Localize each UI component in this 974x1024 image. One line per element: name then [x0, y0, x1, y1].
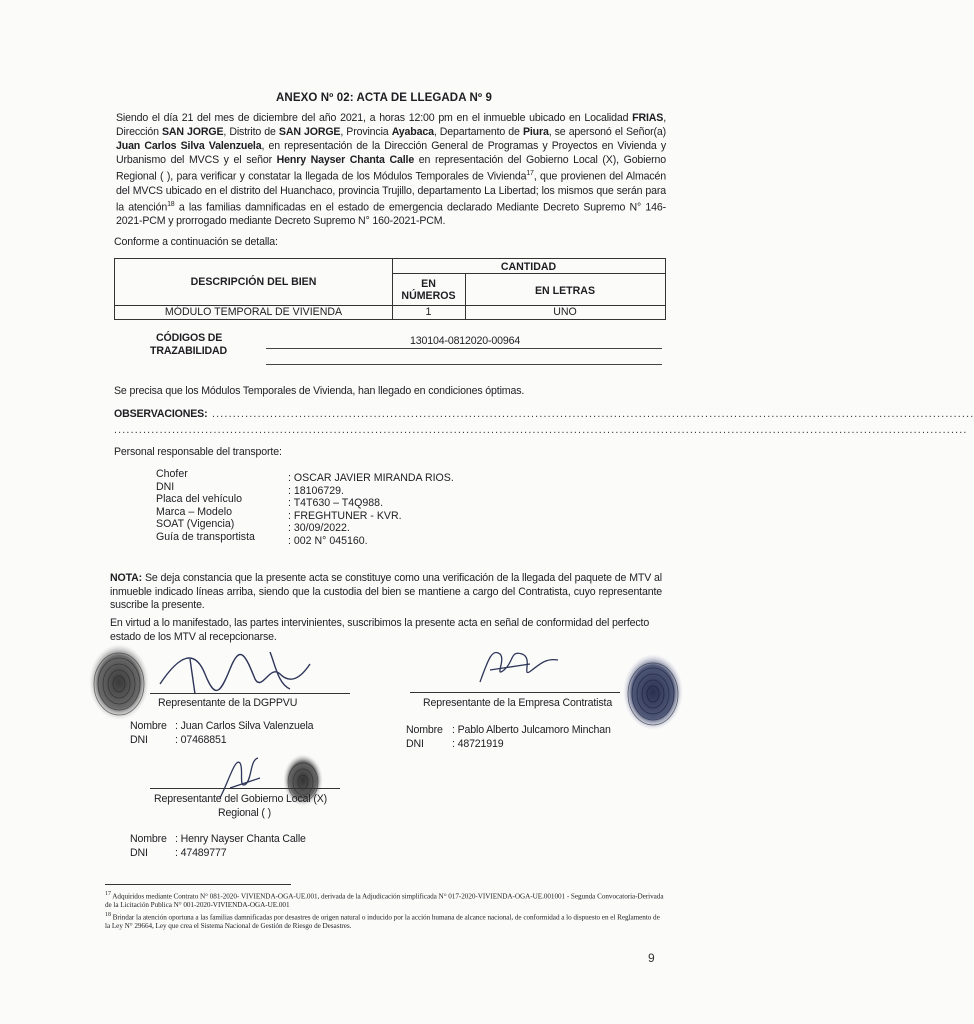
document-title: ANEXO Nº 02: ACTA DE LLEGADA Nº 9: [276, 92, 492, 104]
footnote-ref-17: 17: [526, 170, 534, 177]
column-header-cantidad: CANTIDAD: [500, 261, 557, 273]
column-header-description: DESCRIPCIÓN DEL BIEN: [190, 276, 317, 288]
page-number: 9: [648, 951, 655, 965]
nombre-value: : Pablo Alberto Julcamoro Minchan: [452, 724, 611, 736]
dni-label: DNI: [130, 733, 148, 746]
intro-text: , Distrito de: [223, 126, 279, 138]
sig-dgppvu-role: Representante de la DGPPVU: [158, 697, 298, 709]
nombre-value: : Juan Carlos Silva Valenzuela: [175, 720, 314, 732]
codigo-rule-2: [266, 364, 662, 365]
transport-label: Marca – Modelo: [156, 505, 232, 518]
sig-contratista-values: [452, 724, 611, 751]
footnote-ref-18: 18: [167, 200, 175, 208]
transport-value: : T4T630 – T4Q988.: [288, 497, 384, 509]
nota-text: Se deja constancia que la presente acta se constituye como una verificación de la llegada del paquete de MTV al inmueble indicado líneas arriba, siendo que la custodia del bien se mantiene a cargo del Contratista, cuyo representante suscribe la presente.: [110, 572, 662, 611]
intro-text: , en representación de la Dirección General de Programas y Proyectos en Vivienda y Urbanismo del MVCS y el señor: [116, 140, 666, 166]
personal-label: Personal responsable del transporte:: [114, 446, 282, 458]
footnote-text: Adquiridos mediante Contrato N° 081-2020- VIVIENDA-OGA-UE.001, derivada de la Adjudicación simplificada N° 017-2020-VIVIENDA-OGA-UE.001001 - Segunda Convocatoria-Derivada de la Licitación Publica N° 001-2020-VIVIENDA-OGA-UE.001: [105, 892, 664, 910]
codigos-label: [150, 332, 228, 358]
row-quantity-letters: UNO: [553, 306, 577, 318]
precisa-text: Se precisa que los Módulos Temporales de Vivienda, han llegado en condiciones óptimas.: [114, 385, 525, 397]
intro-text: , Dirección: [116, 112, 666, 138]
sig-gobierno-role-line2: Regional ( ): [218, 807, 271, 819]
nota-label: NOTA:: [110, 572, 143, 584]
signature-line: [150, 693, 350, 694]
sig-gobierno-labels: [130, 833, 167, 860]
dni-value: : 48721919: [452, 737, 504, 750]
intro-text: , se apersonó el Señor(a): [548, 126, 666, 138]
row-quantity-number: 1: [425, 306, 432, 318]
column-header-letras: EN LETRAS: [534, 285, 596, 297]
provincia-value: Ayabaca: [391, 126, 434, 138]
conforme-text: Conforme a continuación se detalla:: [114, 236, 278, 248]
nombre-label: Nombre: [406, 724, 443, 736]
transport-labels: [156, 468, 255, 543]
footnote-separator: [105, 884, 291, 885]
transport-values: [288, 472, 454, 547]
transport-label: DNI: [156, 480, 175, 493]
transport-label: Guía de transportista: [156, 530, 255, 543]
transport-label: Chofer: [156, 468, 188, 480]
sig-gobierno-values: [175, 833, 306, 860]
dni-value: : 47489777: [175, 846, 227, 859]
intro-text: en representación del Gobierno Local (X), Gobierno Regional ( ), para verificar y constatar la llegada de los Módulos Temporales de Vivienda: [116, 154, 666, 183]
sig-gobierno-role-line1: Representante del Gobierno Local (X): [154, 793, 328, 805]
nombre-value: : Henry Nayser Chanta Calle: [175, 833, 306, 845]
dni-value: : 07468851: [175, 733, 227, 746]
intro-paragraph: [116, 111, 666, 228]
transport-label: Placa del vehículo: [156, 493, 242, 505]
codigo-rule: [266, 348, 662, 349]
sig-contratista-role: Representante de la Empresa Contratista: [423, 697, 613, 709]
intro-text: a las familias damnificadas en el estado de emergencia declarado Mediante Decreto Supremo N° 146-2021-PCM y prorrogado mediante Decreto Supremo N° 160-2021-PCM.: [116, 201, 666, 228]
signature-line: [150, 788, 340, 789]
fingerprint-icon: [84, 640, 154, 725]
sig-dgppvu-labels: [130, 720, 167, 747]
localidad-value: FRIAS: [632, 112, 664, 124]
direccion-value: SAN JORGE: [161, 126, 224, 138]
footnote-number: 17: [105, 891, 111, 897]
representative-name-2: Henry Nayser Chanta Calle: [276, 154, 415, 166]
footnote-number: 18: [105, 912, 111, 918]
virtud-paragraph: En virtud a lo manifestado, las partes intervinientes, suscribimos la presente acta en señal de conformidad del perfecto estado de los MTV al recepcionarse.: [110, 617, 650, 643]
column-header-numeros-line2: NÚMEROS: [401, 290, 456, 302]
sig-contratista-labels: [406, 724, 443, 751]
signature-icon: [150, 644, 320, 699]
nombre-label: Nombre: [130, 720, 167, 732]
observaciones-label: OBSERVACIONES:: [114, 408, 208, 420]
distrito-value: SAN JORGE: [278, 126, 341, 138]
signature-icon: [470, 640, 570, 690]
intro-text: Siendo el día 21 del mes de diciembre del año 2021, a horas 12:00 pm en el inmueble ubicado en Localidad: [116, 112, 633, 124]
intro-text: , Provincia: [340, 126, 392, 138]
departamento-value: Piura: [522, 126, 549, 138]
transport-label: SOAT (Vigencia): [156, 518, 235, 530]
intro-text: , Departamento de: [433, 126, 523, 138]
footnote-18: [105, 911, 665, 931]
codigos-label-line1: CÓDIGOS DE: [156, 332, 223, 344]
observaciones-dots-2: ..............................................................................................................................................................................................................: [114, 424, 968, 436]
signature-line: [410, 692, 620, 693]
transport-value: : FREGHTUNER - KVR.: [288, 509, 402, 522]
column-header-numeros-line1: EN: [421, 278, 436, 290]
footnote-17: [105, 890, 665, 910]
dni-label: DNI: [130, 846, 148, 859]
transport-value: : 30/09/2022.: [288, 522, 350, 534]
row-description: MÓDULO TEMPORAL DE VIVIENDA: [164, 306, 343, 318]
sig-gobierno-role: [154, 792, 327, 820]
transport-value: : 002 N° 045160.: [288, 534, 368, 547]
footnote-text: Brindar la atención oportuna a las familias damnificadas por desastres de origen natural o inducido por la acción humana de alcance nacional, de conformidad a lo dispuesto en el Reglamento de la Ley N° 29664, Ley que crea el Sistema Nacional de Gestión de Riesgo de Desastres.: [105, 913, 660, 931]
nombre-label: Nombre: [130, 833, 167, 845]
dni-label: DNI: [406, 737, 424, 750]
representative-name: Juan Carlos Silva Valenzuela: [116, 140, 262, 152]
observaciones-dots-1: ........................................................................................................................................................................................: [212, 408, 974, 420]
sig-dgppvu-values: [175, 720, 313, 747]
goods-table: [114, 258, 666, 320]
transport-value: : OSCAR JAVIER MIRANDA RIOS.: [288, 472, 454, 484]
nota-paragraph: [110, 572, 662, 613]
column-header-numeros: [392, 278, 465, 302]
codigos-label-line2: TRAZABILIDAD: [150, 345, 228, 357]
transport-value: : 18106729.: [288, 484, 344, 497]
fingerprint-icon: [618, 650, 688, 735]
intro-text: , que provienen del Almacén del MVCS ubicado en el distrito del Huanchaco, provincia Trujillo, departamento La Libertad; los mismos que serán para la atención: [116, 170, 666, 214]
codigo-value: 130104-0812020-00964: [410, 335, 521, 347]
